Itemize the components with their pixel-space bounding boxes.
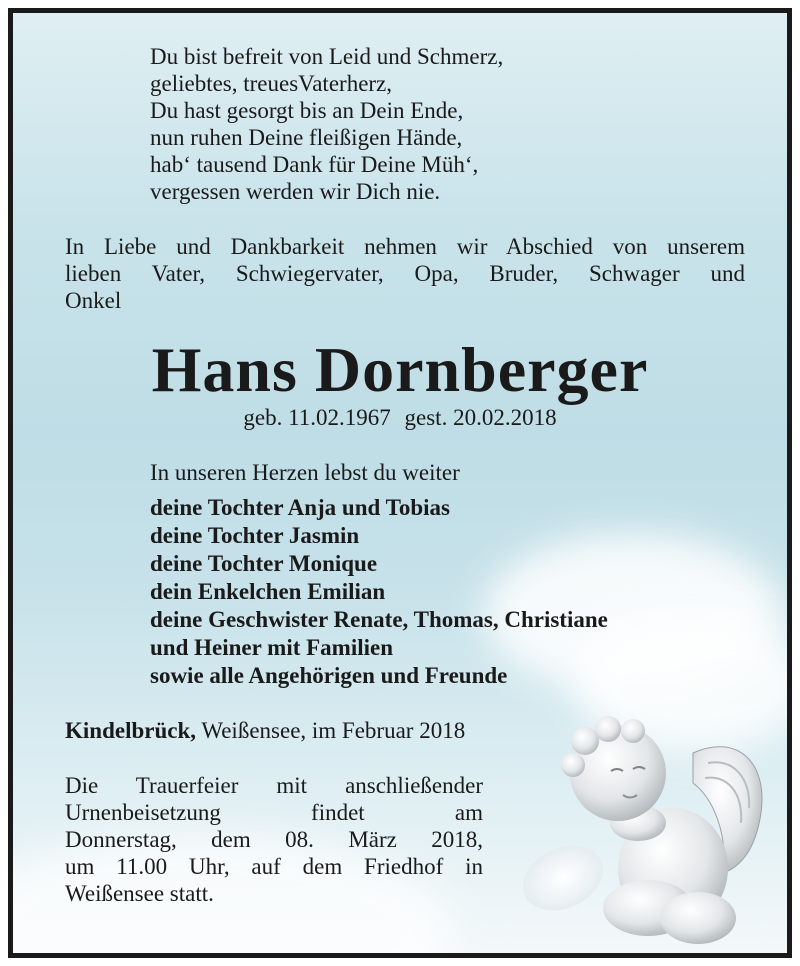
mourner-line: deine Geschwister Renate, Thomas, Christiane — [150, 607, 608, 632]
birth-date: geb. 11.02.1967 — [243, 405, 391, 430]
poem-line: hab‘ tausend Dank für Deine Müh‘, — [150, 152, 479, 177]
deceased-name: Hans Dornberger — [151, 334, 649, 405]
hearts-line: In unseren Herzen lebst du weiter — [150, 460, 460, 485]
poem-line: Du hast gesorgt bis an Dein Ende, — [150, 98, 464, 123]
poem-line: vergessen werden wir Dich nie. — [150, 179, 441, 204]
place-town: Kindelbrück, — [65, 718, 197, 743]
service-line: Urnenbeisetzung findet am — [65, 800, 483, 825]
service-line: um 11.00 Uhr, auf dem Friedhof in — [65, 854, 483, 879]
place-rest: Weißensee, im Februar 2018 — [201, 718, 466, 743]
life-dates — [13, 404, 787, 431]
angel-figurine-image — [523, 703, 792, 953]
mourner-line: deine Tochter Anja und Tobias — [150, 495, 450, 520]
service-line: Donnerstag, dem 08. März 2018, — [65, 827, 483, 852]
service-line: Weißensee statt. — [65, 881, 214, 906]
intro-line: Onkel — [65, 288, 122, 313]
intro-line: In Liebe und Dankbarkeit nehmen wir Abschied von unserem — [65, 234, 745, 259]
poem-line: Du bist befreit von Leid und Schmerz, — [150, 44, 504, 69]
mourner-line: dein Enkelchen Emilian — [150, 579, 386, 604]
mourner-line: und Heiner mit Familien — [150, 635, 393, 660]
poem-line: nun ruhen Deine fleißigen Hände, — [150, 125, 463, 150]
mourner-line: deine Tochter Jasmin — [150, 523, 360, 548]
poem-line: geliebtes, treuesVaterherz, — [150, 71, 393, 96]
service-line: Die Trauerfeier mit anschließender — [65, 773, 483, 798]
place-date-line — [65, 717, 465, 744]
mourner-line: deine Tochter Monique — [150, 551, 378, 576]
death-date: gest. 20.02.2018 — [404, 405, 557, 430]
obituary-notice — [8, 8, 792, 958]
mourner-line: sowie alle Angehörigen und Freunde — [150, 663, 508, 688]
intro-line: lieben Vater, Schwiegervater, Opa, Bruder, Schwager und — [65, 261, 745, 286]
feather-shape — [523, 833, 614, 923]
